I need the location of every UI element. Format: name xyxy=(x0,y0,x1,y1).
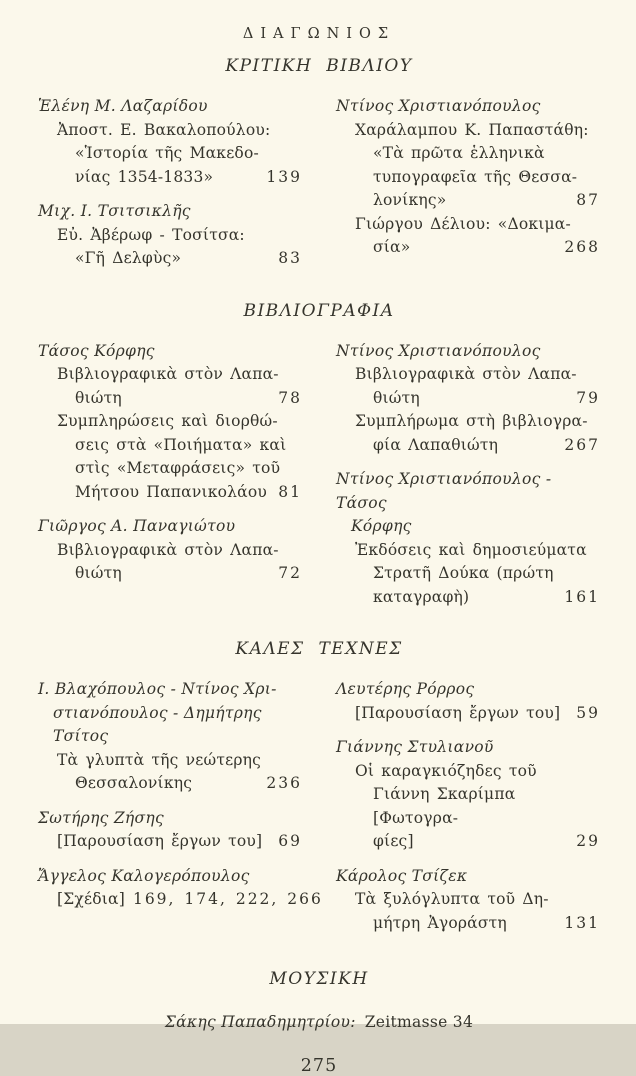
entry-line: Οἱ καραγκιόζηδες τοῦ xyxy=(355,761,537,780)
catalog-entry xyxy=(38,200,302,271)
entry-line: «Τὰ πρῶτα ἑλληνικὰ xyxy=(373,144,545,162)
entry-text: σία» xyxy=(373,238,411,256)
entry-line: Ἀποστ. Ε. Βακαλοπούλου: xyxy=(57,120,271,139)
author-name xyxy=(336,340,600,364)
section-music xyxy=(38,969,600,1031)
catalog-entry xyxy=(336,678,600,725)
author-name xyxy=(336,678,600,702)
entry-line xyxy=(38,166,302,190)
entry-line xyxy=(336,586,600,610)
entry-text: θιώτη xyxy=(75,388,122,407)
page-ref: 78 xyxy=(278,388,302,407)
entry-line xyxy=(336,434,600,458)
catalog-item xyxy=(38,119,302,190)
entry-line: Εὐ. Ἀβέρωφ - Τοσίτσα: xyxy=(57,225,245,244)
toc-column xyxy=(336,340,600,610)
entry-line xyxy=(38,830,302,854)
entry-line xyxy=(38,562,302,586)
entry-text: «Γῆ Δελφὺς» xyxy=(75,249,182,267)
catalog-item xyxy=(336,702,600,726)
author-line: Ι. Βλαχόπουλος - Ντίνος Χρι- xyxy=(38,680,277,698)
author-line: Τάσος Κόρφης xyxy=(38,341,155,360)
entry-text: [Παρουσίαση ἔργων του] xyxy=(355,703,561,722)
page-ref: 81 xyxy=(278,482,302,501)
entry-line: Χαράλαμπου Κ. Παπαστάθη: xyxy=(355,120,589,139)
author-line: στιανόπουλος - Δημήτρης xyxy=(53,703,262,722)
author-line: Τσίτος xyxy=(53,727,109,745)
author-line: Ντίνος Χριστιανόπουλος - Τάσος xyxy=(336,470,552,512)
entry-line: στὶς «Μεταφράσεις» τοῦ xyxy=(75,459,281,477)
author-name xyxy=(38,95,302,119)
entry-line: τυπογραφεῖα τῆς Θεσσα- xyxy=(373,167,578,186)
entry-text: Μήτσου Παπανικολάου xyxy=(75,482,267,501)
author-name xyxy=(38,807,302,831)
entry-line: Τὰ ξυλόγλυπτα τοῦ Δη- xyxy=(355,890,549,908)
page-number: 275 xyxy=(300,1056,338,1076)
author-line: Κάρολος Τσίζεκ xyxy=(336,866,468,885)
entry-line: σεις στὰ «Ποιήματα» καὶ xyxy=(75,435,287,454)
toc-column xyxy=(38,95,302,271)
entry-line xyxy=(336,189,600,213)
entry-line xyxy=(38,772,302,796)
page-ref: 72 xyxy=(278,564,302,582)
entry-line: Βιβλιογραφικὰ στὸν Λαπα- xyxy=(57,540,279,559)
entry-line xyxy=(38,481,302,505)
author-line: Σωτήρης Ζήσης xyxy=(38,808,164,827)
entry-text: [Παρουσίαση ἔργων του] xyxy=(57,832,263,850)
author-name xyxy=(336,95,600,119)
toc-column xyxy=(38,678,323,935)
entry-line: Βιβλιογραφικὰ στὸν Λαπα- xyxy=(355,365,577,383)
entry-text: [Σχέδια] xyxy=(57,890,125,908)
entry-line: «Ἱστορία τῆς Μακεδο- xyxy=(75,144,259,162)
page-ref: 83 xyxy=(278,249,302,267)
entry-line: Συμπλήρωμα στὴ βιβλιογρα- xyxy=(355,412,588,430)
catalog-item xyxy=(336,213,600,260)
catalog-item xyxy=(336,539,600,610)
entry-line: Γιάννη Σκαρίμπα [Φωτογρα- xyxy=(373,785,516,827)
page-ref: 161 xyxy=(564,587,600,606)
author-line: Ντίνος Χριστιανόπουλος xyxy=(336,341,541,360)
entry-line: Βιβλιογραφικὰ στὸν Λαπα- xyxy=(57,365,279,383)
author-line: Ἑλένη Μ. Λαζαρίδου xyxy=(38,97,208,115)
author-line: Κόρφης xyxy=(351,517,412,535)
entry-line xyxy=(336,702,600,726)
page-ref: 69 xyxy=(278,832,302,850)
page-ref: 29 xyxy=(576,832,600,850)
catalog-entry xyxy=(336,736,600,854)
catalog-entry xyxy=(38,340,302,505)
page-ref: 139 xyxy=(266,167,302,186)
music-entry xyxy=(38,1013,600,1031)
page-ref: 169, 174, 222, 266 xyxy=(132,890,323,908)
author-line: Ἄγγελος Καλογερόπουλος xyxy=(38,866,250,885)
page-ref: 87 xyxy=(576,191,600,209)
entry-text: φία Λαπαθιώτη xyxy=(373,435,499,454)
catalog-item xyxy=(336,363,600,410)
section-title: ΒΙΒΛΙΟΓΡΑΦΙΑ xyxy=(243,300,395,321)
page-ref: 79 xyxy=(576,388,600,407)
catalog-item xyxy=(336,119,600,213)
entry-text: λονίκης» xyxy=(373,191,447,209)
entry-line: Συμπληρώσεις καὶ διορθώ- xyxy=(57,412,278,430)
catalog-entry xyxy=(38,515,302,586)
author-name xyxy=(38,340,302,364)
author-name xyxy=(336,865,600,889)
author-name xyxy=(38,865,302,889)
catalog-entry xyxy=(336,468,600,609)
catalog-item xyxy=(336,760,600,854)
catalog-entry xyxy=(336,865,600,936)
journal-title: ΔΙΑΓΩΝΙΟΣ xyxy=(242,26,396,42)
author-name xyxy=(336,736,600,760)
catalog-entry xyxy=(38,678,302,796)
page-ref: 59 xyxy=(576,703,600,722)
entry-line: Γιώργου Δέλιου: «Δοκιμα- xyxy=(355,214,571,233)
toc-column xyxy=(336,678,600,935)
author-name xyxy=(336,468,600,539)
section-title: ΚΑΛΕΣ ΤΕΧΝΕΣ xyxy=(235,639,403,659)
author-name xyxy=(38,200,302,224)
section-title: ΜΟΥΣΙΚΗ xyxy=(269,969,369,989)
author-line: Γιάννης Στυλιανοῦ xyxy=(336,738,494,756)
work-title: Zeitmasse 34 xyxy=(364,1013,474,1031)
toc-column xyxy=(38,340,302,610)
author-line: Μιχ. Ι. Τσιτσικλῆς xyxy=(38,202,191,220)
toc-section xyxy=(38,639,600,935)
page-ref: 131 xyxy=(564,913,600,932)
entry-text: καταγραφὴ) xyxy=(373,587,470,606)
toc-column xyxy=(336,95,600,271)
entry-line: Στρατῆ Δούκα (πρώτη xyxy=(373,564,554,582)
section-title: ΚΡΙΤΙΚΗ ΒΙΒΛΙΟΥ xyxy=(225,56,413,76)
entry-line xyxy=(336,830,600,854)
entry-line: Τὰ γλυπτὰ τῆς νεώτερης xyxy=(57,750,262,769)
entry-text: νίας 1354-1833» xyxy=(75,167,214,186)
toc-section xyxy=(38,301,600,610)
author-line: Γιῶργος Α. Παναγιώτου xyxy=(38,517,236,535)
catalog-item xyxy=(336,888,600,935)
entry-text: μήτρη Ἀγοράστη xyxy=(373,913,507,932)
author-line: Λευτέρης Ρόρρος xyxy=(336,680,475,698)
catalog-item xyxy=(38,539,302,586)
entry-text: θιώτη xyxy=(75,564,122,582)
author-name: Σάκης Παπαδημητρίου: xyxy=(164,1013,356,1031)
toc-section xyxy=(38,56,600,271)
entry-line xyxy=(38,888,323,912)
author-name xyxy=(38,678,302,749)
catalog-entry xyxy=(38,807,302,854)
catalog-item xyxy=(38,224,302,271)
entry-text: Θεσσαλονίκης xyxy=(75,774,193,792)
catalog-entry xyxy=(38,95,302,189)
entry-line xyxy=(336,912,600,936)
catalog-entry xyxy=(38,865,323,912)
entry-line xyxy=(38,247,302,271)
page-ref: 267 xyxy=(564,435,600,454)
author-name xyxy=(38,515,302,539)
entry-line: Ἐκδόσεις καὶ δημοσιεύματα xyxy=(355,540,587,559)
author-line: Ντίνος Χριστιανόπουλος xyxy=(336,97,541,115)
catalog-item xyxy=(38,749,302,796)
catalog-item xyxy=(38,410,302,504)
entry-line xyxy=(336,387,600,411)
page-ref: 236 xyxy=(266,774,302,792)
catalog-item xyxy=(38,363,302,410)
toc-sections xyxy=(38,56,600,935)
catalog-entry xyxy=(336,340,600,458)
entry-text: θιώτη xyxy=(373,388,420,407)
catalog-item xyxy=(38,888,323,912)
entry-text: φίες] xyxy=(373,832,414,850)
catalog-item xyxy=(38,830,302,854)
entry-line xyxy=(336,236,600,260)
entry-line xyxy=(38,387,302,411)
page-ref: 268 xyxy=(564,238,600,256)
catalog-entry xyxy=(336,95,600,260)
catalog-item xyxy=(336,410,600,457)
